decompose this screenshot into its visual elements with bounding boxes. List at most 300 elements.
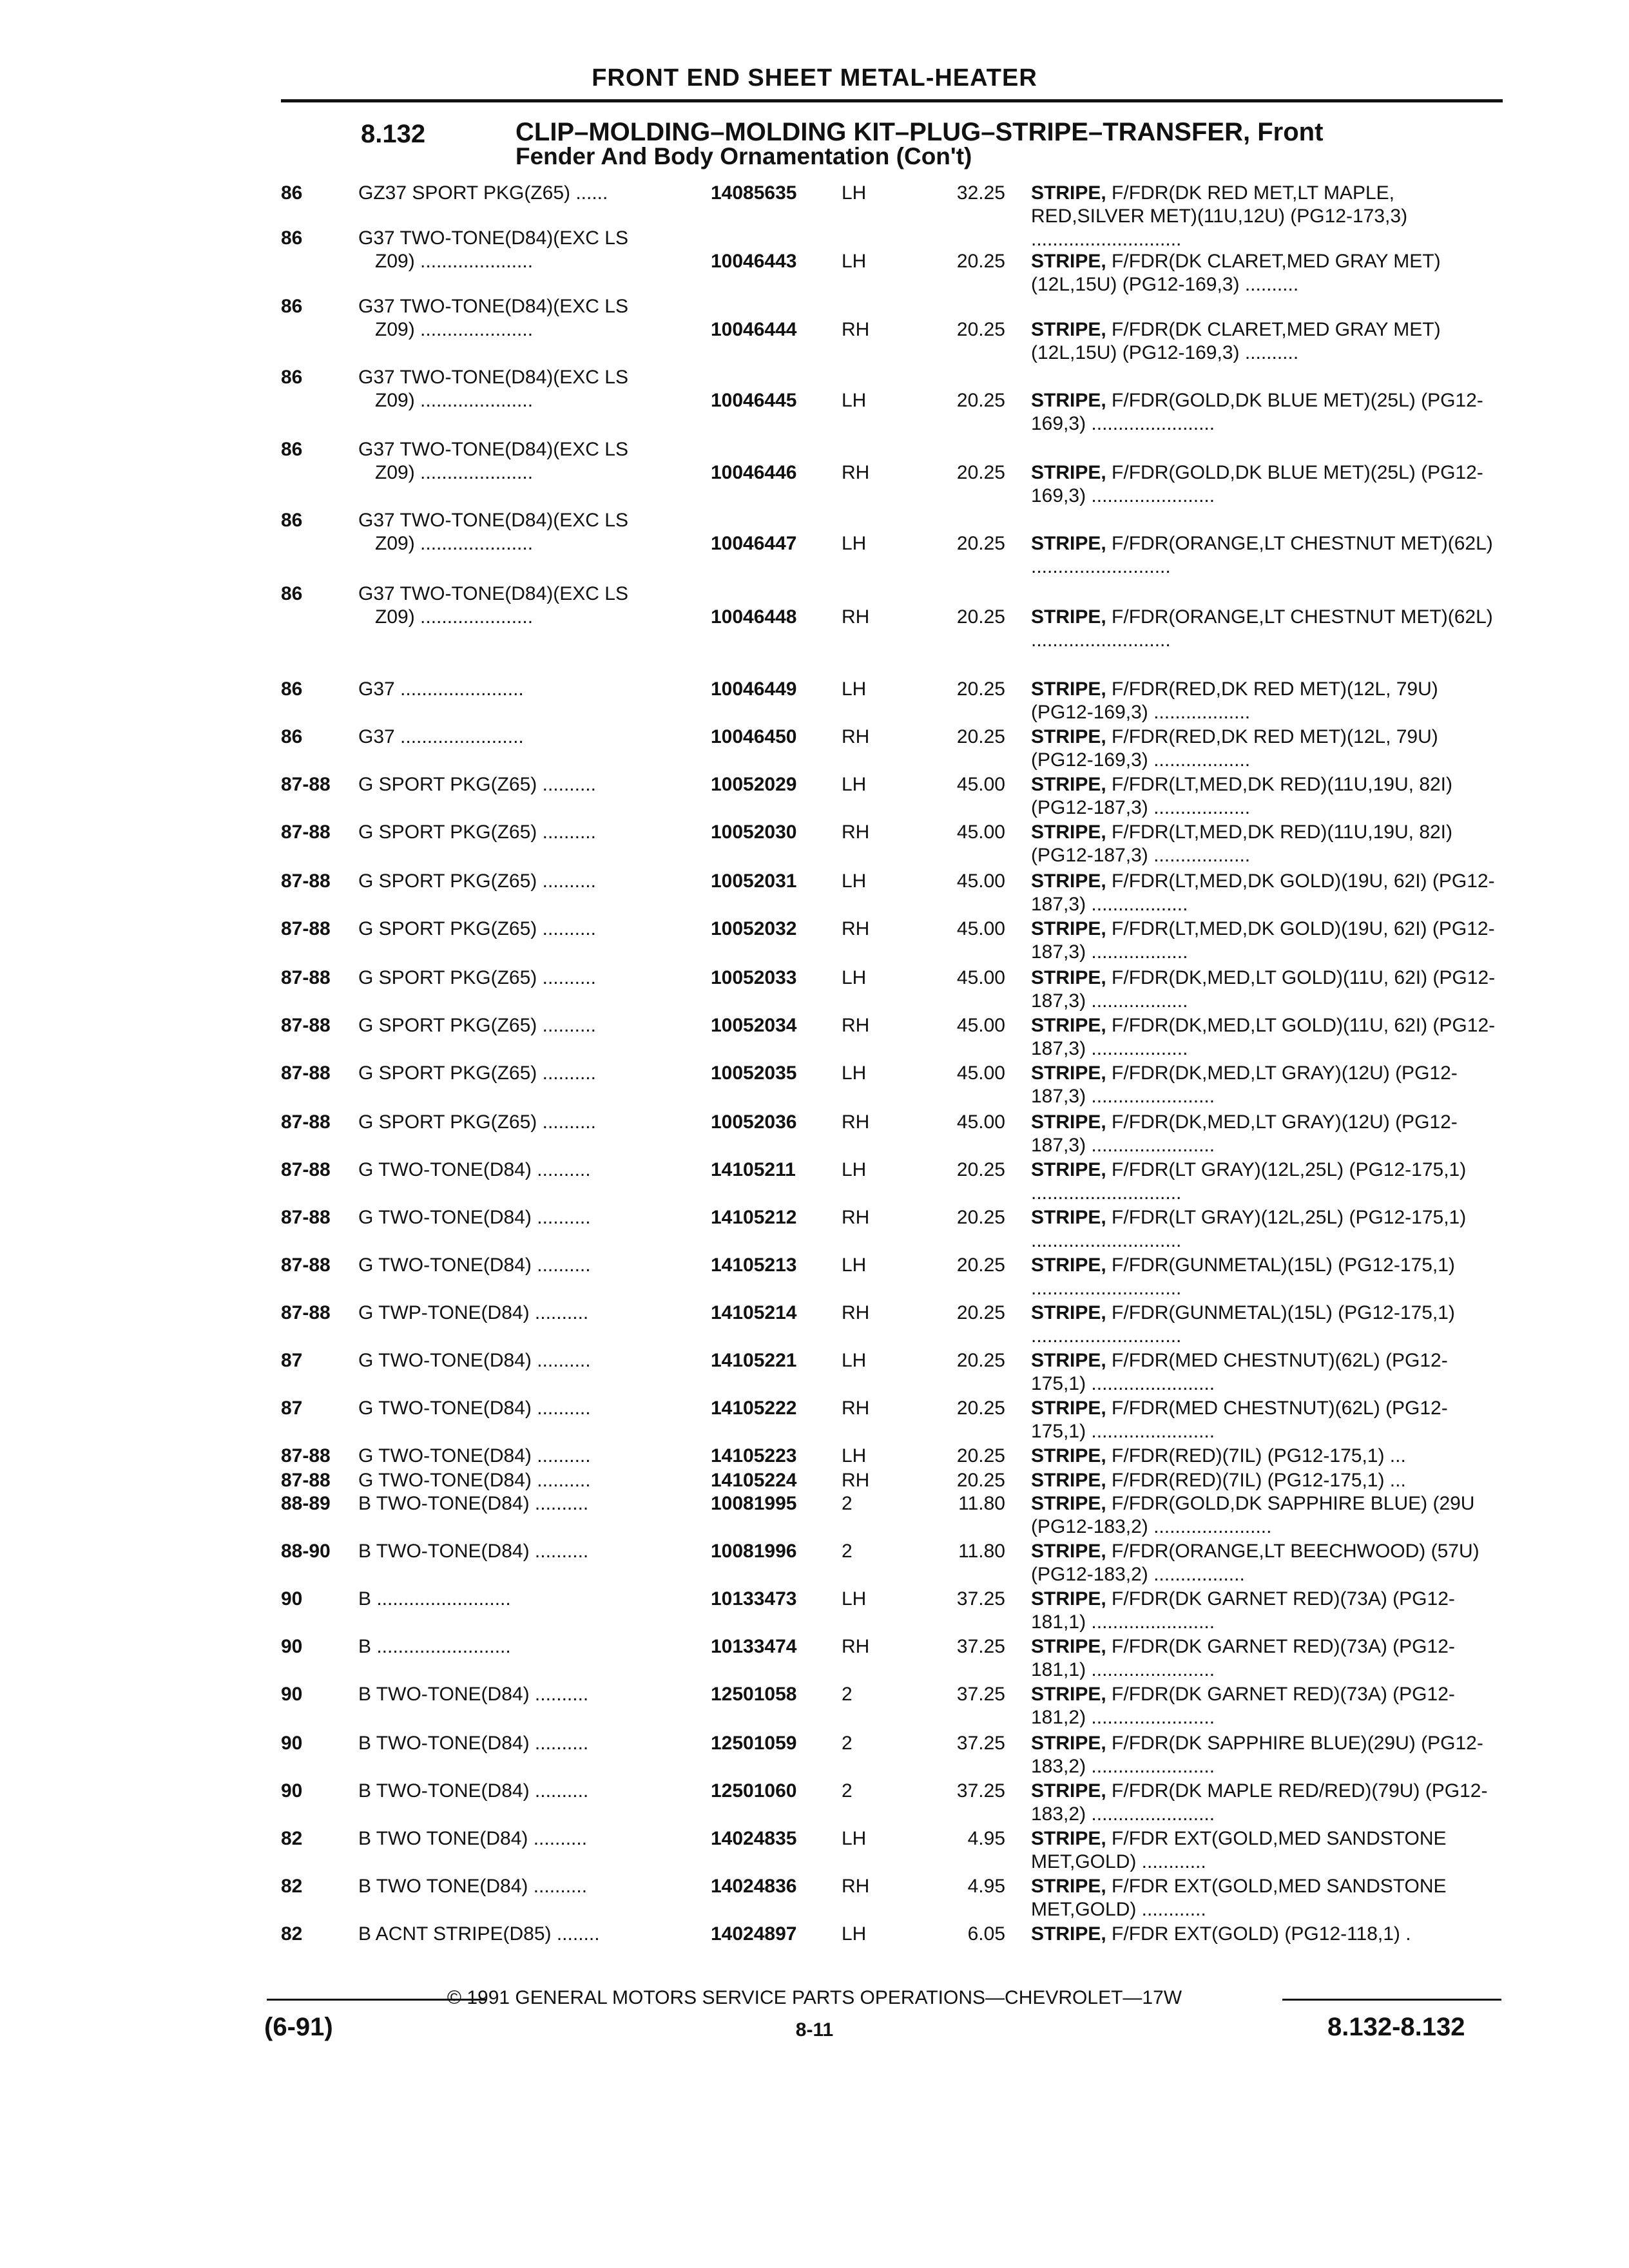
side-qty: RH <box>842 1207 870 1228</box>
side-qty: 2 <box>842 1780 853 1802</box>
part-note <box>1031 250 1501 296</box>
model-year: 86 <box>281 726 303 747</box>
part-note <box>1031 1492 1501 1539</box>
part-note-label: STRIPE, <box>1031 1588 1106 1610</box>
part-note-label: STRIPE, <box>1031 1015 1106 1036</box>
part-number: 10052036 <box>711 1111 797 1133</box>
description-line: B ACNT STRIPE(D85) ........ <box>358 1923 600 1945</box>
price: 37.25 <box>956 1780 1005 1802</box>
part-note <box>1031 461 1501 508</box>
side-qty: LH <box>842 1828 867 1849</box>
description-line: G SPORT PKG(Z65) .......... <box>358 822 596 843</box>
part-note <box>1031 1158 1501 1205</box>
side-qty: LH <box>842 1588 867 1610</box>
description <box>358 773 706 796</box>
part-note-text: F/FDR EXT(GOLD,MED SANDSTONE MET,GOLD) ............ <box>1031 1828 1447 1872</box>
part-note <box>1031 1254 1501 1300</box>
part-note <box>1031 1827 1501 1874</box>
part-note-label: STRIPE, <box>1031 533 1106 554</box>
part-number: 10046447 <box>711 533 797 554</box>
model-year: 88-89 <box>281 1493 331 1514</box>
part-note <box>1031 966 1501 1013</box>
page-title: FRONT END SHEET METAL-HEATER <box>592 64 1037 91</box>
price: 45.00 <box>956 1111 1005 1133</box>
description-line-2: Z09) ..................... <box>375 462 534 483</box>
description <box>358 1540 706 1563</box>
part-note <box>1031 1445 1501 1468</box>
part-note-text: F/FDR(GUNMETAL)(15L) (PG12-175,1) ............................ <box>1031 1302 1455 1347</box>
model-year: 82 <box>281 1828 303 1849</box>
price: 20.25 <box>956 678 1005 700</box>
part-number: 14085635 <box>711 182 797 204</box>
description-line: G TWO-TONE(D84) .......... <box>358 1207 591 1228</box>
price: 6.05 <box>967 1923 1005 1945</box>
price: 45.00 <box>956 967 1005 988</box>
side-qty: RH <box>842 319 870 340</box>
price: 20.25 <box>956 726 1005 747</box>
part-number: 10052031 <box>711 870 797 892</box>
part-note-label: STRIPE, <box>1031 1159 1106 1180</box>
side-qty: LH <box>842 1254 867 1276</box>
description-line: G SPORT PKG(Z65) .......... <box>358 1015 596 1036</box>
model-year: 86 <box>281 439 303 460</box>
part-note-label: STRIPE, <box>1031 1207 1106 1228</box>
description-line: G37 TWO-TONE(D84)(EXC LS <box>358 227 628 249</box>
part-note-label: STRIPE, <box>1031 1876 1106 1897</box>
description-line: G TWO-TONE(D84) .......... <box>358 1159 591 1180</box>
part-note-label: STRIPE, <box>1031 918 1106 939</box>
model-year: 87-88 <box>281 1159 331 1180</box>
description-line: B TWO-TONE(D84) .......... <box>358 1780 589 1802</box>
part-note-text: F/FDR(DK SAPPHIRE BLUE)(29U) (PG12-183,2) ....................... <box>1031 1733 1483 1777</box>
part-note <box>1031 532 1501 579</box>
side-qty: LH <box>842 1062 867 1084</box>
description-line: G TWO-TONE(D84) .......... <box>358 1445 591 1466</box>
description-line: B TWO-TONE(D84) .......... <box>358 1493 589 1514</box>
description-line-2: Z09) ..................... <box>375 251 534 272</box>
description <box>358 438 706 485</box>
description-line: G SPORT PKG(Z65) .......... <box>358 870 596 892</box>
part-note-label: STRIPE, <box>1031 1780 1106 1802</box>
part-note <box>1031 1469 1501 1492</box>
model-year: 86 <box>281 583 303 604</box>
part-note <box>1031 1588 1501 1634</box>
part-note-label: STRIPE, <box>1031 1470 1106 1491</box>
model-year: 90 <box>281 1684 303 1705</box>
description-line: G SPORT PKG(Z65) .......... <box>358 918 596 939</box>
side-qty: RH <box>842 1876 870 1897</box>
description <box>358 726 706 749</box>
part-note <box>1031 606 1501 652</box>
side-qty: RH <box>842 1111 870 1133</box>
description-line: G37 ....................... <box>358 678 524 700</box>
price: 20.25 <box>956 1350 1005 1371</box>
part-note-label: STRIPE, <box>1031 1445 1106 1466</box>
part-number: 10052033 <box>711 967 797 988</box>
part-note <box>1031 918 1501 964</box>
description <box>358 821 706 844</box>
part-number: 14024897 <box>711 1923 797 1945</box>
side-qty: LH <box>842 1350 867 1371</box>
description-line: G SPORT PKG(Z65) .......... <box>358 1062 596 1084</box>
price: 45.00 <box>956 774 1005 795</box>
part-note-text: F/FDR(LT,MED,DK RED)(11U,19U, 82I) (PG12-187,3) .................. <box>1031 774 1453 818</box>
side-qty: LH <box>842 390 867 411</box>
model-year: 87-88 <box>281 822 331 843</box>
part-number: 10052034 <box>711 1015 797 1036</box>
price: 4.95 <box>967 1828 1005 1849</box>
description <box>358 1875 706 1898</box>
model-year: 86 <box>281 182 303 204</box>
part-note-text: F/FDR(LT GRAY)(12L,25L) (PG12-175,1) ............................ <box>1031 1159 1467 1204</box>
part-note <box>1031 1732 1501 1778</box>
price: 37.25 <box>956 1733 1005 1754</box>
description-line: G37 TWO-TONE(D84)(EXC LS <box>358 583 628 604</box>
part-note-label: STRIPE, <box>1031 1302 1106 1323</box>
part-number: 10046446 <box>711 462 797 483</box>
part-note-text: F/FDR(LT,MED,DK GOLD)(19U, 62I) (PG12-187,3) .................. <box>1031 918 1495 963</box>
part-note-text: F/FDR(DK RED MET,LT MAPLE, RED,SILVER MET)(11U,12U) (PG12-173,3) ............................ <box>1031 182 1408 250</box>
description-line: B TWO TONE(D84) .......... <box>358 1876 588 1897</box>
price: 45.00 <box>956 822 1005 843</box>
side-qty: LH <box>842 967 867 988</box>
part-note-text: F/FDR(DK GARNET RED)(73A) (PG12-181,2) ....................... <box>1031 1684 1455 1728</box>
part-note <box>1031 1683 1501 1729</box>
side-qty: LH <box>842 774 867 795</box>
description <box>358 509 706 555</box>
part-note <box>1031 1635 1501 1682</box>
description-line-2: Z09) ..................... <box>375 533 534 554</box>
price: 37.25 <box>956 1636 1005 1657</box>
part-note <box>1031 821 1501 867</box>
part-number: 14105214 <box>711 1302 797 1323</box>
price: 20.25 <box>956 606 1005 628</box>
part-note-text: F/FDR(RED,DK RED MET)(12L, 79U) (PG12-169,3) .................. <box>1031 678 1438 723</box>
side-qty: RH <box>842 1015 870 1036</box>
part-note-label: STRIPE, <box>1031 967 1106 988</box>
part-note-text: F/FDR(RED)(7IL) (PG12-175,1) ... <box>1106 1445 1406 1466</box>
model-year: 86 <box>281 227 303 249</box>
description-line: G37 TWO-TONE(D84)(EXC LS <box>358 296 628 317</box>
side-qty: 2 <box>842 1684 853 1705</box>
part-note <box>1031 773 1501 820</box>
part-note <box>1031 1780 1501 1826</box>
part-number: 14105213 <box>711 1254 797 1276</box>
part-number: 10046445 <box>711 390 797 411</box>
part-note-label: STRIPE, <box>1031 870 1106 892</box>
description-line: G TWO-TONE(D84) .......... <box>358 1350 591 1371</box>
description <box>358 182 706 205</box>
part-note-text: F/FDR(DK MAPLE RED/RED)(79U) (PG12-183,2) ....................... <box>1031 1780 1488 1825</box>
part-note-text: F/FDR EXT(GOLD,MED SANDSTONE MET,GOLD) ............ <box>1031 1876 1447 1920</box>
part-note-label: STRIPE, <box>1031 1923 1106 1945</box>
part-note-text: F/FDR(ORANGE,LT CHESTNUT MET)(62L) .......................... <box>1031 533 1493 577</box>
description <box>358 1014 706 1037</box>
part-note <box>1031 1111 1501 1157</box>
description-line: B ......................... <box>358 1636 511 1657</box>
part-note-text: F/FDR EXT(GOLD) (PG12-118,1) . <box>1106 1923 1411 1945</box>
description-line: B TWO TONE(D84) .......... <box>358 1828 588 1849</box>
part-number: 14024836 <box>711 1876 797 1897</box>
price: 20.25 <box>956 1302 1005 1323</box>
description <box>358 870 706 893</box>
description <box>358 918 706 941</box>
part-note-label: STRIPE, <box>1031 1111 1106 1133</box>
part-note-text: F/FDR(DK CLARET,MED GRAY MET)(12L,15U) (PG12-169,3) .......... <box>1031 251 1441 295</box>
description <box>358 1111 706 1134</box>
price: 37.25 <box>956 1588 1005 1610</box>
price: 32.25 <box>956 182 1005 204</box>
part-note-label: STRIPE, <box>1031 319 1106 340</box>
part-note-label: STRIPE, <box>1031 1350 1106 1371</box>
model-year: 90 <box>281 1588 303 1610</box>
section-number: 8.132 <box>361 120 426 148</box>
side-qty: RH <box>842 726 870 747</box>
footer-copyright: © 1991 GENERAL MOTORS SERVICE PARTS OPERATIONS—CHEVROLET—17W <box>447 1987 1182 2008</box>
part-number: 10046449 <box>711 678 797 700</box>
part-number: 14105223 <box>711 1445 797 1466</box>
description-line-2: Z09) ..................... <box>375 319 534 340</box>
part-number: 14105211 <box>711 1159 796 1180</box>
part-note-text: F/FDR(RED)(7IL) (PG12-175,1) ... <box>1106 1470 1406 1491</box>
part-number: 10052029 <box>711 774 797 795</box>
part-number: 10046448 <box>711 606 797 628</box>
model-year: 82 <box>281 1876 303 1897</box>
side-qty: 2 <box>842 1493 853 1514</box>
price: 20.25 <box>956 1470 1005 1491</box>
part-note-label: STRIPE, <box>1031 1254 1106 1276</box>
side-qty: 2 <box>842 1541 853 1562</box>
part-number: 10046443 <box>711 251 797 272</box>
price: 11.80 <box>958 1541 1005 1562</box>
model-year: 87-88 <box>281 1111 331 1133</box>
part-note-text: F/FDR(DK,MED,LT GRAY)(12U) (PG12-187,3) ....................... <box>1031 1111 1458 1156</box>
model-year: 87-88 <box>281 1302 331 1323</box>
part-number: 12501060 <box>711 1780 797 1802</box>
part-note-label: STRIPE, <box>1031 1493 1106 1514</box>
description <box>358 1469 706 1492</box>
model-year: 87-88 <box>281 1207 331 1228</box>
part-note-text: F/FDR(GOLD,DK SAPPHIRE BLUE) (29U (PG12-183,2) ...................... <box>1031 1493 1475 1537</box>
description-line: B TWO-TONE(D84) .......... <box>358 1733 589 1754</box>
part-note <box>1031 1062 1501 1108</box>
part-number: 14105224 <box>711 1470 797 1491</box>
description <box>358 1827 706 1850</box>
part-note-text: F/FDR(ORANGE,LT BEECHWOOD) (57U) (PG12-183,2) ................. <box>1031 1541 1480 1585</box>
part-note <box>1031 1875 1501 1921</box>
model-year: 86 <box>281 367 303 388</box>
description <box>358 1588 706 1611</box>
side-qty: RH <box>842 1470 870 1491</box>
model-year: 90 <box>281 1636 303 1657</box>
side-qty: LH <box>842 533 867 554</box>
part-note-text: F/FDR(GUNMETAL)(15L) (PG12-175,1) ............................ <box>1031 1254 1455 1299</box>
part-number: 10046450 <box>711 726 797 747</box>
part-note-text: F/FDR(DK,MED,LT GOLD)(11U, 62I) (PG12-187,3) .................. <box>1031 1015 1496 1059</box>
part-note-label: STRIPE, <box>1031 1733 1106 1754</box>
description <box>358 1923 706 1946</box>
description <box>358 582 706 629</box>
side-qty: LH <box>842 1445 867 1466</box>
description <box>358 366 706 412</box>
part-note-text: F/FDR(DK,MED,LT GRAY)(12U) (PG12-187,3) ....................... <box>1031 1062 1458 1107</box>
part-note-label: STRIPE, <box>1031 606 1106 628</box>
model-year: 86 <box>281 296 303 317</box>
part-note <box>1031 389 1501 436</box>
model-year: 87-88 <box>281 918 331 939</box>
side-qty: RH <box>842 822 870 843</box>
description-line: G TWO-TONE(D84) .......... <box>358 1398 591 1419</box>
model-year: 90 <box>281 1733 303 1754</box>
price: 20.25 <box>956 251 1005 272</box>
footer-range: 8.132-8.132 <box>1327 2013 1465 2041</box>
part-number: 14105222 <box>711 1398 797 1419</box>
model-year: 86 <box>281 678 303 700</box>
side-qty: RH <box>842 918 870 939</box>
description <box>358 1254 706 1277</box>
part-number: 10133473 <box>711 1588 797 1610</box>
price: 20.25 <box>956 1398 1005 1419</box>
side-qty: RH <box>842 606 870 628</box>
footer-page-number: 8-11 <box>795 2019 834 2041</box>
part-note <box>1031 726 1501 772</box>
side-qty: LH <box>842 1923 867 1945</box>
model-year: 87-88 <box>281 774 331 795</box>
part-note <box>1031 1014 1501 1061</box>
part-note-label: STRIPE, <box>1031 1636 1106 1657</box>
price: 20.25 <box>956 462 1005 483</box>
part-note <box>1031 870 1501 916</box>
description <box>358 1492 706 1515</box>
model-year: 87-88 <box>281 967 331 988</box>
model-year: 87-88 <box>281 1470 331 1491</box>
price: 45.00 <box>956 1062 1005 1084</box>
model-year: 82 <box>281 1923 303 1945</box>
price: 20.25 <box>956 319 1005 340</box>
description <box>358 295 706 341</box>
part-note <box>1031 1302 1501 1348</box>
part-note-text: F/FDR(LT,MED,DK RED)(11U,19U, 82I) (PG12-187,3) .................. <box>1031 822 1453 866</box>
description-line: G TWP-TONE(D84) .......... <box>358 1302 589 1323</box>
model-year: 87-88 <box>281 1015 331 1036</box>
model-year: 87 <box>281 1350 303 1371</box>
description <box>358 966 706 990</box>
part-note-label: STRIPE, <box>1031 678 1106 700</box>
description-line: G37 TWO-TONE(D84)(EXC LS <box>358 367 628 388</box>
model-year: 87-88 <box>281 1445 331 1466</box>
side-qty: LH <box>842 678 867 700</box>
description-line: G TWO-TONE(D84) .......... <box>358 1254 591 1276</box>
description-line: B ......................... <box>358 1588 511 1610</box>
description <box>358 1206 706 1229</box>
description-line: B TWO-TONE(D84) .......... <box>358 1684 589 1705</box>
price: 20.25 <box>956 1159 1005 1180</box>
part-note <box>1031 1923 1501 1946</box>
part-note-label: STRIPE, <box>1031 1828 1106 1849</box>
part-note-label: STRIPE, <box>1031 182 1106 204</box>
model-year: 90 <box>281 1780 303 1802</box>
price: 4.95 <box>967 1876 1005 1897</box>
description <box>358 1062 706 1085</box>
part-note <box>1031 1206 1501 1253</box>
model-year: 87 <box>281 1398 303 1419</box>
description <box>358 1780 706 1803</box>
part-note-label: STRIPE, <box>1031 251 1106 272</box>
section-subtitle: Fender And Body Ornamentation (Con't) <box>516 143 972 169</box>
part-number: 10081995 <box>711 1493 797 1514</box>
model-year: 87-88 <box>281 1254 331 1276</box>
description <box>358 227 706 273</box>
part-number: 14105212 <box>711 1207 797 1228</box>
side-qty: RH <box>842 1398 870 1419</box>
part-note-text: F/FDR(DK,MED,LT GOLD)(11U, 62I) (PG12-187,3) .................. <box>1031 967 1496 1012</box>
part-note-label: STRIPE, <box>1031 1684 1106 1705</box>
model-year: 88-90 <box>281 1541 331 1562</box>
part-note-text: F/FDR(LT GRAY)(12L,25L) (PG12-175,1) ............................ <box>1031 1207 1467 1251</box>
part-note-label: STRIPE, <box>1031 390 1106 411</box>
side-qty: LH <box>842 251 867 272</box>
side-qty: 2 <box>842 1733 853 1754</box>
part-note-text: F/FDR(MED CHESTNUT)(62L) (PG12-175,1) ....................... <box>1031 1398 1448 1442</box>
description-line: GZ37 SPORT PKG(Z65) ...... <box>358 182 608 204</box>
part-note-text: F/FDR(DK CLARET,MED GRAY MET)(12L,15U) (PG12-169,3) .......... <box>1031 319 1441 363</box>
description <box>358 1158 706 1182</box>
model-year: 87-88 <box>281 1062 331 1084</box>
description <box>358 1397 706 1420</box>
part-number: 12501058 <box>711 1684 797 1705</box>
price: 20.25 <box>956 1207 1005 1228</box>
part-note-label: STRIPE, <box>1031 1398 1106 1419</box>
description-line: G37 TWO-TONE(D84)(EXC LS <box>358 439 628 460</box>
part-note-text: F/FDR(DK GARNET RED)(73A) (PG12-181,1) ....................... <box>1031 1636 1455 1680</box>
description-line: G TWO-TONE(D84) .......... <box>358 1470 591 1491</box>
part-note-text: F/FDR(DK GARNET RED)(73A) (PG12-181,1) ....................... <box>1031 1588 1455 1633</box>
description-line: B TWO-TONE(D84) .......... <box>358 1541 589 1562</box>
price: 20.25 <box>956 533 1005 554</box>
description-line: G SPORT PKG(Z65) .......... <box>358 1111 596 1133</box>
description <box>358 1683 706 1706</box>
description <box>358 678 706 701</box>
section-title: CLIP–MOLDING–MOLDING KIT–PLUG–STRIPE–TRANSFER, Front <box>516 118 1324 146</box>
part-number: 14024835 <box>711 1828 797 1849</box>
price: 45.00 <box>956 1015 1005 1036</box>
part-note-text: F/FDR(ORANGE,LT CHESTNUT MET)(62L) .......................... <box>1031 606 1493 651</box>
part-number: 10133474 <box>711 1636 797 1657</box>
price: 37.25 <box>956 1684 1005 1705</box>
footer-date-code: (6-91) <box>264 2013 333 2041</box>
part-number: 10052030 <box>711 822 797 843</box>
price: 20.25 <box>956 1254 1005 1276</box>
part-note-label: STRIPE, <box>1031 726 1106 747</box>
price: 20.25 <box>956 1445 1005 1466</box>
description-line-2: Z09) ..................... <box>375 606 534 628</box>
price: 45.00 <box>956 918 1005 939</box>
part-note <box>1031 1397 1501 1443</box>
part-note-text: F/FDR(RED,DK RED MET)(12L, 79U) (PG12-169,3) .................. <box>1031 726 1438 771</box>
part-note-text: F/FDR(MED CHESTNUT)(62L) (PG12-175,1) ....................... <box>1031 1350 1448 1394</box>
side-qty: RH <box>842 462 870 483</box>
description-line: G SPORT PKG(Z65) .......... <box>358 774 596 795</box>
part-number: 10081996 <box>711 1541 797 1562</box>
part-note <box>1031 1540 1501 1586</box>
part-note-text: F/FDR(LT,MED,DK GOLD)(19U, 62I) (PG12-187,3) .................. <box>1031 870 1495 915</box>
description <box>358 1635 706 1658</box>
side-qty: LH <box>842 870 867 892</box>
side-qty: RH <box>842 1636 870 1657</box>
part-number: 10046444 <box>711 319 797 340</box>
part-number: 14105221 <box>711 1350 797 1371</box>
description <box>358 1445 706 1468</box>
